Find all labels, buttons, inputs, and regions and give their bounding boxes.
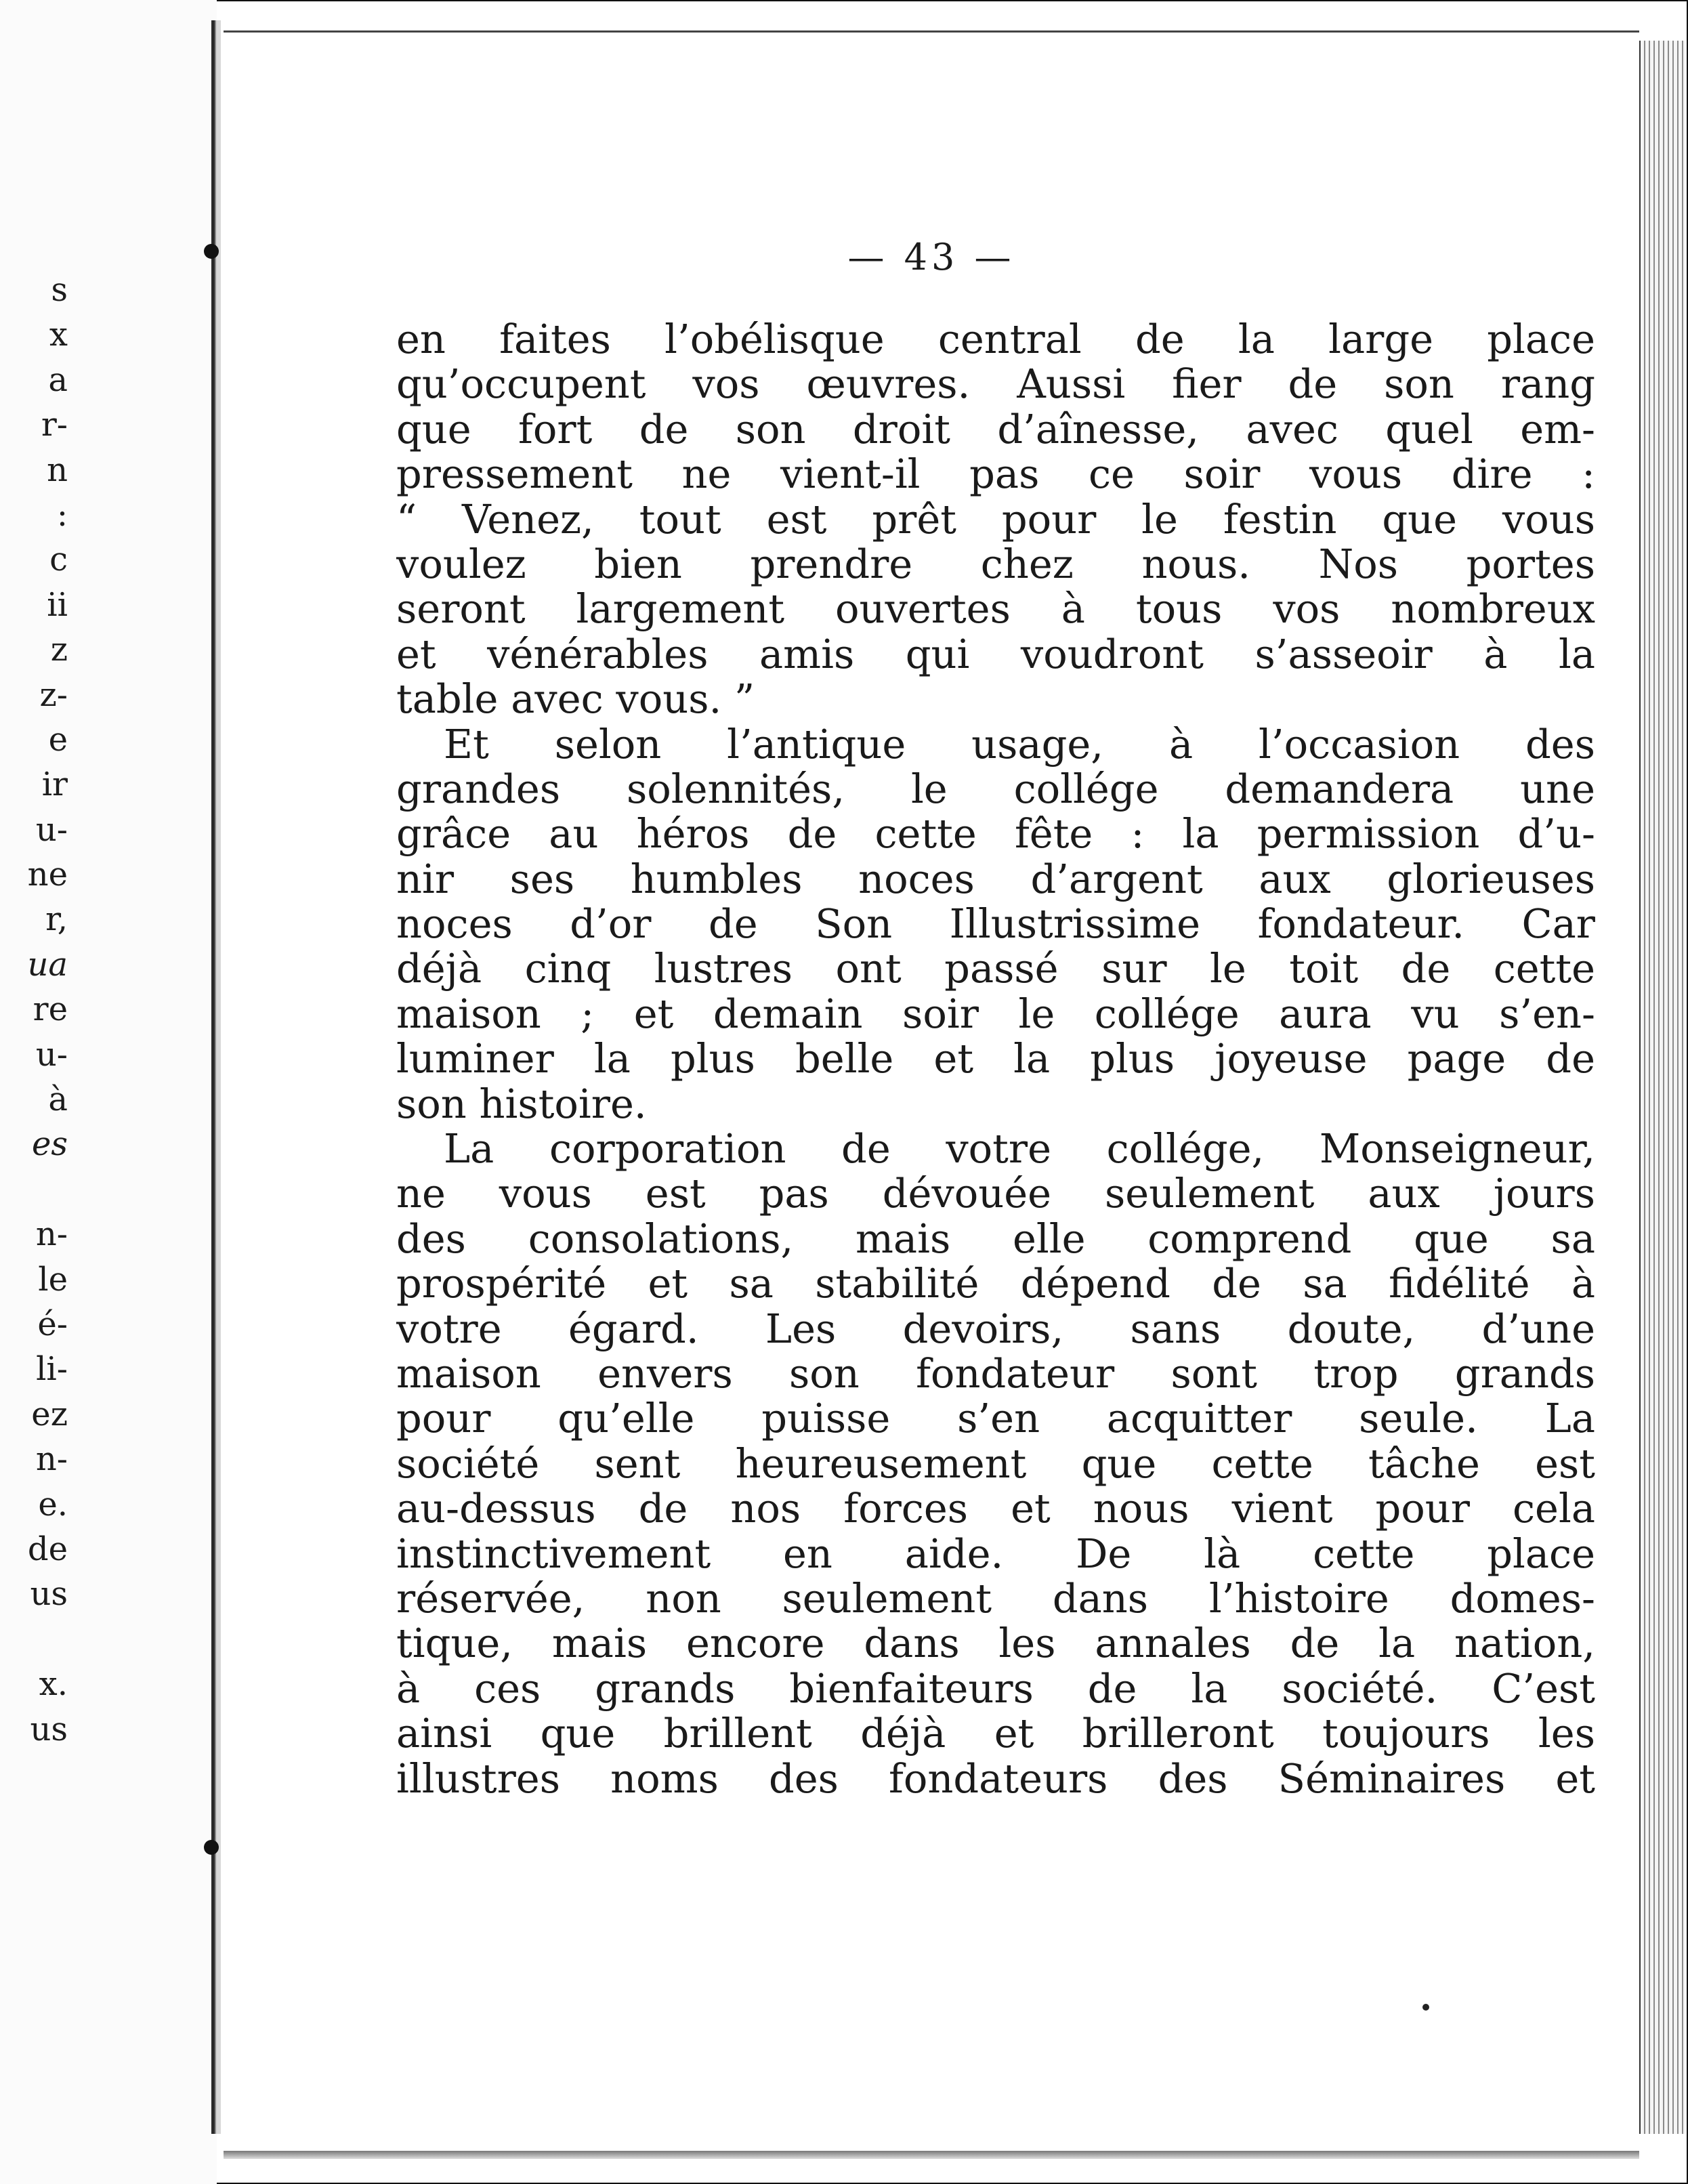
fragment: [0, 1167, 203, 1212]
text-line: ne vous est pas dévouée seulement aux jours: [396, 1171, 1595, 1217]
text-line: pour qu’elle puisse s’en acquitter seule. La: [396, 1396, 1595, 1442]
fragment: n: [47, 450, 68, 489]
fragment: ir: [41, 765, 68, 804]
text-line: qu’occupent vos œuvres. Aussi fier de son rang: [396, 362, 1595, 407]
previous-page-edge: [0, 0, 217, 2184]
text-line: à ces grands bienfaiteurs de la société. C’est: [396, 1666, 1595, 1712]
fragment: à: [48, 1080, 68, 1119]
text-line: en faites l’obélisque central de la large place: [396, 317, 1595, 362]
fragment: ii: [47, 585, 68, 624]
fragment: us: [30, 1575, 68, 1614]
text-line: voulez bien prendre chez nous. Nos portes: [396, 541, 1595, 587]
fragment: é-: [37, 1305, 68, 1343]
stacked-page-edges: [1639, 41, 1685, 2134]
text-line: des consolations, mais elle comprend que sa: [396, 1216, 1595, 1262]
fragment: [0, 1617, 203, 1662]
text-line: table avec vous. ”: [396, 677, 755, 722]
fragment: n-: [35, 1440, 68, 1479]
text-line: maison ; et demain soir le collége aura vu s’en-: [396, 991, 1595, 1037]
fragment: de: [27, 1530, 68, 1568]
text-line: “ Venez, tout est prêt pour le festin que vous: [396, 497, 1595, 542]
fragment: es: [31, 1125, 68, 1164]
text-line: noces d’or de Son Illustrissime fondateur. Car: [396, 902, 1595, 947]
fragment: e: [48, 720, 68, 759]
fragment: re: [33, 990, 68, 1029]
page-body-text: [396, 317, 1595, 1801]
fragment: ez: [31, 1395, 68, 1433]
fragment: x: [49, 316, 68, 354]
text-line: grandes solennités, le collége demandera une: [396, 766, 1595, 812]
page-bottom-edge: [224, 2151, 1639, 2159]
page-number: — 43 —: [847, 236, 1015, 278]
fragment: x.: [39, 1665, 68, 1704]
text-line: son histoire.: [396, 1081, 647, 1127]
fragment: us: [30, 1710, 68, 1748]
fragment: z-: [39, 675, 68, 714]
fragment: :: [56, 495, 68, 534]
text-line: grâce au héros de cette fête : la permission d’u-: [396, 812, 1595, 857]
fragment: a: [48, 360, 68, 399]
binding-stitch: [204, 1840, 219, 1855]
text-line: que fort de son droit d’aînesse, avec quel em-: [396, 406, 1595, 453]
fragment: n-: [35, 1215, 68, 1254]
text-line: instinctivement en aide. De là cette place: [396, 1531, 1595, 1576]
fragment: li-: [36, 1350, 68, 1389]
text-line: déjà cinq lustres ont passé sur le toit de cette: [396, 946, 1595, 992]
text-line: et vénérables amis qui voudront s’asseoir à la: [396, 631, 1595, 677]
text-line: votre égard. Les devoirs, sans doute, d’une: [396, 1306, 1595, 1351]
text-line: ainsi que brillent déjà et brilleront toujours les: [396, 1711, 1595, 1757]
current-page: [224, 30, 1639, 2153]
text-line: seront largement ouvertes à tous vos nombreux: [396, 587, 1595, 632]
book-gutter: [211, 20, 221, 2134]
text-line: société sent heureusement que cette tâche est: [396, 1441, 1595, 1487]
text-line: illustres noms des fondateurs des Séminaires et: [396, 1756, 1595, 1801]
fragment: z: [50, 631, 68, 669]
fragment: ua: [27, 945, 68, 984]
text-line: La corporation de votre collége, Monseigneur,: [444, 1127, 1595, 1172]
text-line: tique, mais encore dans les annales de la nation,: [396, 1621, 1595, 1666]
fragment: c: [49, 541, 68, 579]
text-line: pressement ne vient-il pas ce soir vous dire :: [396, 452, 1595, 497]
text-line: prospérité et sa stabilité dépend de sa fidélité à: [396, 1261, 1595, 1307]
fragment: s: [51, 271, 68, 309]
fragment: r,: [45, 900, 68, 939]
text-line: maison envers son fondateur sont trop grands: [396, 1351, 1595, 1397]
text-line: au-dessus de nos forces et nous vient pour cela: [396, 1486, 1595, 1532]
fragment: r-: [41, 406, 68, 444]
fragment: le: [38, 1260, 68, 1299]
binding-stitch: [204, 244, 219, 259]
text-line: nir ses humbles noces d’argent aux glorieuses: [396, 856, 1595, 902]
ink-speck: [1422, 2004, 1429, 2011]
fragment: u-: [35, 810, 68, 849]
fragment: e.: [38, 1485, 68, 1524]
text-line: luminer la plus belle et la plus joyeuse page de: [396, 1036, 1595, 1082]
text-line: Et selon l’antique usage, à l’occasion des: [444, 721, 1595, 767]
previous-page-text-fragments: [0, 268, 203, 1752]
fragment: ne: [27, 856, 68, 894]
fragment: u-: [35, 1035, 68, 1074]
text-line: réservée, non seulement dans l’histoire domes-: [396, 1576, 1595, 1622]
